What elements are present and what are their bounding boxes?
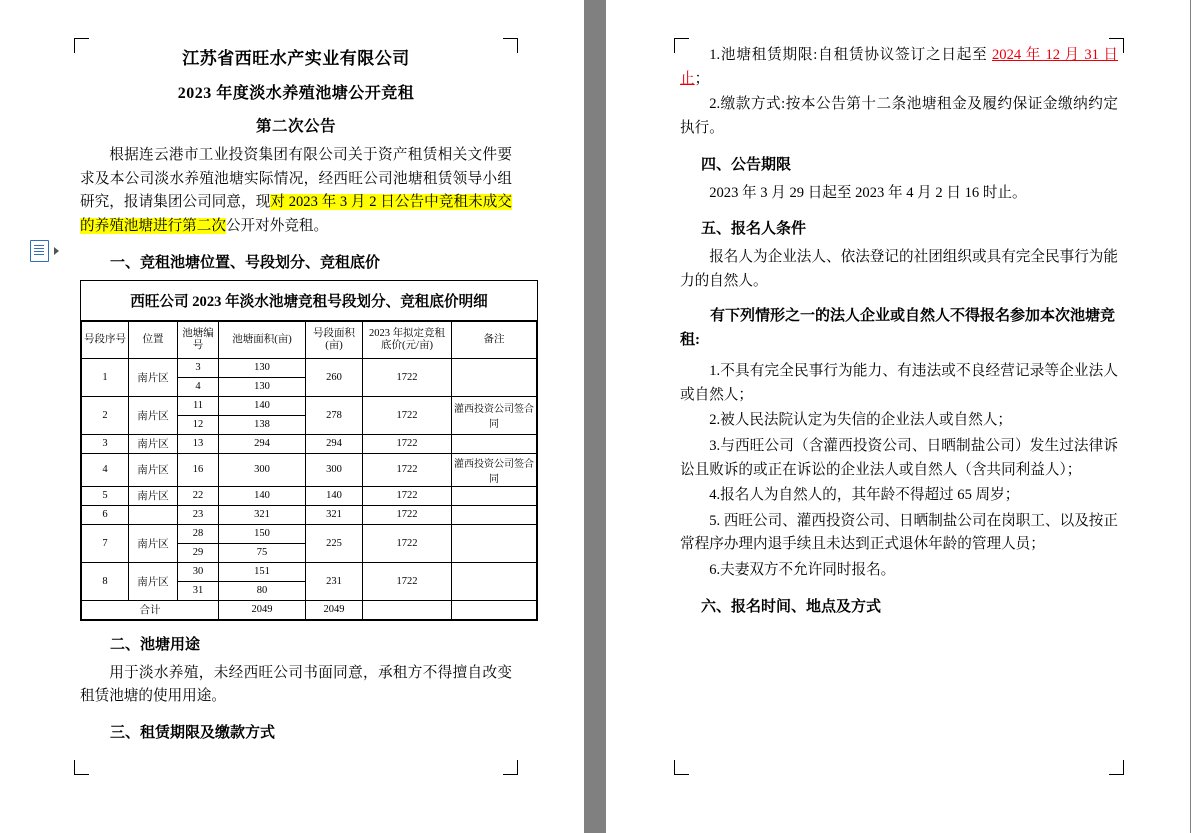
cell-note: [452, 505, 537, 524]
cell-pond-area: 130: [219, 358, 306, 377]
cell-location: 南片区: [129, 358, 178, 396]
table-row: [82, 358, 537, 377]
intro-part-1: 根据连云港市工业投资集团有限公司关于资产租赁相关文件要求及本公司淡水养殖池塘实际情况，经西旺公司池塘租赁领导小组研究，报请集团公司同意，现: [80, 147, 512, 211]
doc-title-line-2: 2023 年度淡水养殖池塘公开竞租: [177, 85, 415, 102]
bid-table-head: [82, 321, 537, 358]
right-section-2-paragraph-0: 1.不具有完全民事行为能力、有违法或不良经营记录等企业法人或自然人；: [680, 362, 1118, 403]
cell-group-area: 140: [306, 486, 363, 505]
th-group-area: 号段面积(亩): [306, 321, 363, 358]
cell-total-pond-area: 2049: [219, 600, 306, 619]
right-section-0-paragraph-0: 2023 年 3 月 29 日起至 2023 年 4 月 2 日 16 时止。: [709, 184, 1027, 201]
table-row: [82, 434, 537, 453]
cell-location: 南片区: [129, 396, 178, 434]
right-section-heading-3: 六、报名时间、地点及方式: [701, 598, 882, 615]
table-row: [82, 505, 537, 524]
cell-seq: 8: [82, 562, 129, 600]
cell-pond-id: 28: [178, 524, 219, 543]
cell-pond-id: 12: [178, 415, 219, 434]
cell-pond-area: 138: [219, 415, 306, 434]
term-item-1-prefix: 1.池塘租赁期限:自租赁协议签订之日起至: [709, 47, 992, 63]
right-section-heading-1: 五、报名人条件: [701, 221, 807, 238]
cell-note: [452, 434, 537, 453]
crop-mark-bottom-right-2: [1109, 760, 1124, 775]
cell-pond-area: 150: [219, 524, 306, 543]
cell-pond-area: 321: [219, 505, 306, 524]
cell-note: 灌西投资公司签合同: [452, 453, 537, 486]
intro-highlight: 对 2023 年 3 月 2 日公告中竞租未成交的养殖池塘进行第二次: [80, 194, 512, 234]
cell-price: 1722: [363, 562, 452, 600]
cell-pond-id: 29: [178, 543, 219, 562]
cell-seq: 2: [82, 396, 129, 434]
right-section-2-paragraph-1: 2.被人民法院认定为失信的企业法人或自然人；: [709, 412, 1013, 429]
term-item-1-date: 2024 年 12 月 31 日止: [680, 47, 1118, 87]
cell-pond-area: 294: [219, 434, 306, 453]
th-price: 2023 年拟定竞租底价(元/亩): [363, 321, 452, 358]
cell-price: 1722: [363, 453, 452, 486]
cell-price: 1722: [363, 486, 452, 505]
table-row: [82, 524, 537, 543]
cell-total-group-area: 2049: [306, 600, 363, 619]
document-thumbnail-icon[interactable]: [30, 240, 49, 262]
cell-pond-id: 22: [178, 486, 219, 505]
cell-seq: 1: [82, 358, 129, 396]
chevron-right-icon[interactable]: [54, 247, 59, 255]
th-pond-id: 池塘编号: [178, 321, 219, 358]
table-row: [82, 486, 537, 505]
cell-seq: 6: [82, 505, 129, 524]
cell-pond-id: 3: [178, 358, 219, 377]
cell-group-area: 278: [306, 396, 363, 434]
cell-price: 1722: [363, 358, 452, 396]
term-item-1: [680, 44, 1118, 91]
table-total-row: [82, 600, 537, 619]
th-note: 备注: [452, 321, 537, 358]
cell-price: 1722: [363, 396, 452, 434]
right-section-1-paragraph-0: 报名人为企业法人、依法登记的社团组织或具有完全民事行为能力的自然人。: [680, 249, 1118, 289]
right-section-2-paragraph-4: 5. 西旺公司、灌西投资公司、日晒制盐公司在岗职工、以及按正常程序办理内退手续且未达到正式退休年龄的管理人员；: [680, 512, 1118, 553]
cell-total-price: [363, 600, 452, 619]
cell-note: [452, 486, 537, 505]
bid-table: [81, 281, 537, 620]
document-page-right: [606, 0, 1190, 833]
section-heading-2: 二、池塘用途: [110, 636, 201, 653]
cell-pond-area: 140: [219, 396, 306, 415]
cell-price: 1722: [363, 505, 452, 524]
cell-location: [129, 505, 178, 524]
cell-pond-area: 151: [219, 562, 306, 581]
crop-mark-bottom-right: [503, 760, 518, 775]
cell-group-area: 300: [306, 453, 363, 486]
term-item-1-suffix: ；: [694, 70, 710, 87]
table-row: [82, 453, 537, 486]
document-page-left: [0, 0, 584, 833]
table-row: [82, 396, 537, 415]
cell-pond-area: 130: [219, 377, 306, 396]
section-heading-3: 三、租赁期限及缴款方式: [110, 724, 276, 741]
cell-location: 南片区: [129, 486, 178, 505]
cell-price: 1722: [363, 434, 452, 453]
cell-pond-id: 30: [178, 562, 219, 581]
page-divider: [594, 0, 596, 833]
cell-note: [452, 358, 537, 396]
thumbnail-panel-toggle[interactable]: [30, 240, 59, 262]
cell-pond-id: 23: [178, 505, 219, 524]
doc-title-line-3: 第二次公告: [255, 118, 336, 135]
cell-pond-area: 140: [219, 486, 306, 505]
cell-note: [452, 562, 537, 600]
cell-location: 南片区: [129, 434, 178, 453]
section-2-body: 用于淡水养殖，未经西旺公司书面同意，承租方不得擅自改变租赁池塘的使用用途。: [80, 664, 512, 705]
right-section-2-paragraph-5: 6.夫妻双方不允许同时报名。: [709, 562, 896, 579]
cell-seq: 3: [82, 434, 129, 453]
cell-group-area: 321: [306, 505, 363, 524]
crop-mark-bottom-left: [74, 760, 89, 775]
cell-seq: 5: [82, 486, 129, 505]
cell-pond-area: 75: [219, 543, 306, 562]
cell-pond-id: 4: [178, 377, 219, 396]
right-section-heading-0: 四、公告期限: [701, 156, 792, 173]
th-location: 位置: [129, 321, 178, 358]
cell-seq: 4: [82, 453, 129, 486]
cell-price: 1722: [363, 524, 452, 562]
cell-location: 南片区: [129, 562, 178, 600]
right-section-2-paragraph-2: 3.与西旺公司（含灌西投资公司、日晒制盐公司）发生过法律诉讼且败诉的或正在诉讼的企业法人或自然人（含共同利益人）；: [680, 437, 1118, 478]
bid-table-wrapper: [80, 280, 538, 621]
table-header-row: [82, 321, 537, 358]
bid-table-body: [82, 358, 537, 619]
cell-pond-id: 31: [178, 581, 219, 600]
right-page-sections: [680, 153, 1118, 616]
cell-group-area: 231: [306, 562, 363, 600]
cell-seq: 7: [82, 524, 129, 562]
cell-location: 南片区: [129, 524, 178, 562]
cell-pond-id: 16: [178, 453, 219, 486]
cell-group-area: 225: [306, 524, 363, 562]
bid-table-caption: 西旺公司 2023 年淡水池塘竞租号段划分、竞租底价明细: [81, 281, 537, 321]
doc-title-line-1: 江苏省西旺水产实业有限公司: [182, 49, 410, 68]
th-pond-area: 池塘面积(亩): [219, 321, 306, 358]
section-heading-1: 一、竞租池塘位置、号段划分、竞租底价: [110, 254, 381, 271]
right-section-2-paragraph-3: 4.报名人为自然人的，其年龄不得超过 65 周岁；: [709, 487, 1020, 504]
cell-pond-area: 80: [219, 581, 306, 600]
cell-group-area: 260: [306, 358, 363, 396]
cell-total-label: 合计: [82, 600, 219, 619]
cell-note: 灌西投资公司签合同: [452, 396, 537, 434]
cell-group-area: 294: [306, 434, 363, 453]
cell-pond-id: 11: [178, 396, 219, 415]
intro-part-2: 公开对外竞租。: [225, 217, 329, 234]
right-section-heading-2: 有下列情形之一的法人企业或自然人不得报名参加本次池塘竞租:: [680, 308, 1116, 348]
crop-mark-bottom-left-2: [674, 760, 689, 775]
term-item-2: 2.缴款方式:按本公告第十二条池塘租金及履约保证金缴纳约定执行。: [680, 96, 1118, 136]
th-seq: 号段序号: [82, 321, 129, 358]
cell-location: 南片区: [129, 453, 178, 486]
cell-note: [452, 524, 537, 562]
cell-pond-area: 300: [219, 453, 306, 486]
intro-paragraph: [80, 144, 512, 239]
cell-pond-id: 13: [178, 434, 219, 453]
table-row: [82, 562, 537, 581]
cell-total-note: [452, 600, 537, 619]
